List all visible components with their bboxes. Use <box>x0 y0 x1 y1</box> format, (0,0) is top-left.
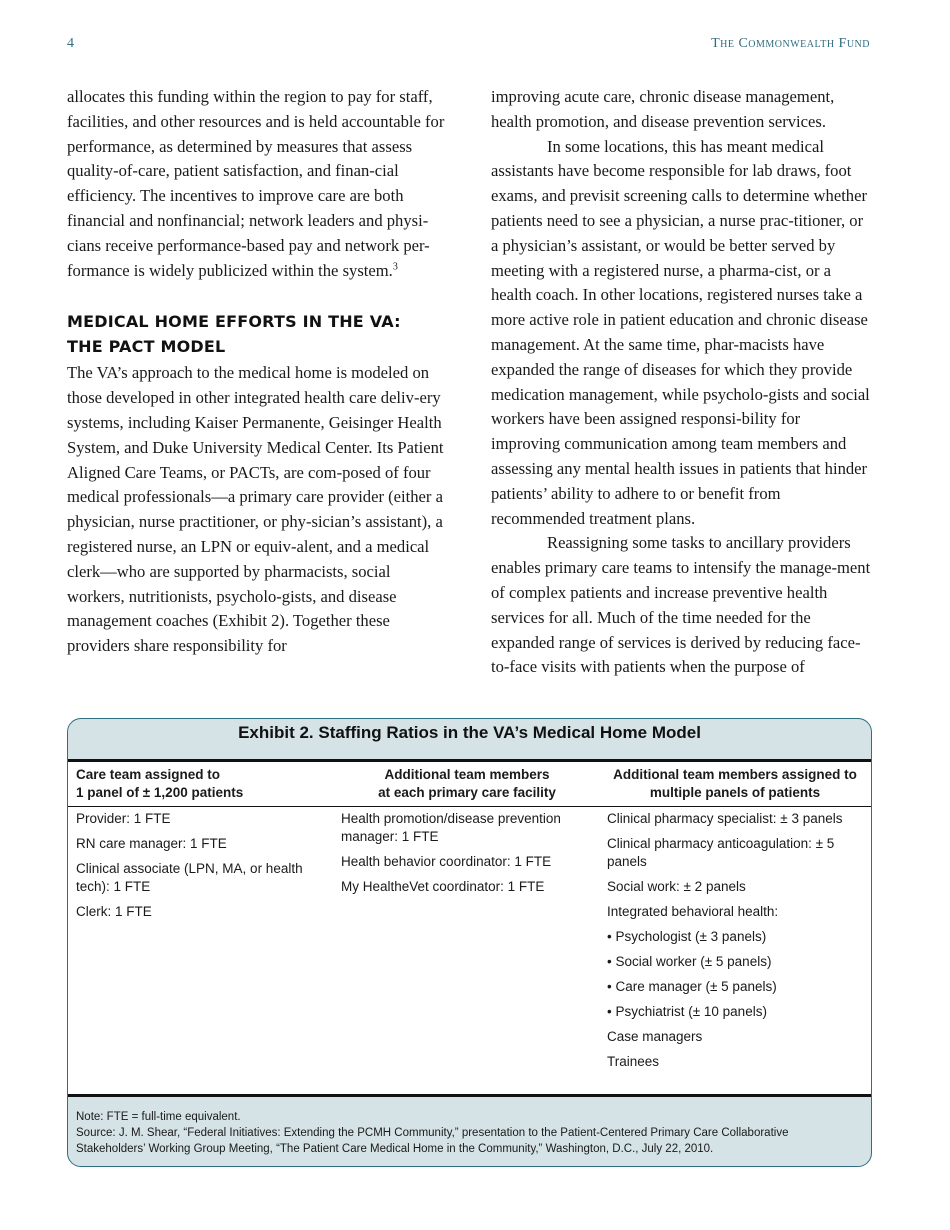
header-facility-members-line-2: at each primary care facility <box>378 785 556 800</box>
table-cell: • Care manager (± 5 panels) <box>607 979 777 994</box>
left-paragraph-1-text: allocates this funding within the region to pay for staff, facilities, and other resources and is held accountable for performance, as determined by measures that assess quality-of-care, patient satisfaction, and finan-cial efficiency. The incentives to improve care are both financial and nonfinancial; network leaders and physi-cians receive performance-based pay and network per-formance is widely publicized within the system. <box>67 87 445 280</box>
header-multi-panel-members <box>604 766 866 802</box>
table-cell: Provider: 1 FTE <box>76 811 171 826</box>
table-cell: Clinical associate (LPN, MA, or health tech): 1 FTE <box>76 861 303 894</box>
table-header-row <box>68 762 871 807</box>
header-facility-members <box>336 766 598 802</box>
header-multi-panel-members-line-2: multiple panels of patients <box>649 785 821 800</box>
multi-panel-members-column <box>607 810 847 1078</box>
header-multi-panel-members-line-1: Additional team members assigned to <box>613 767 857 782</box>
header-care-team-line-1: Care team assigned to <box>76 767 221 782</box>
exhibit-notes <box>76 1109 856 1157</box>
table-cell: Social work: ± 2 panels <box>607 879 746 894</box>
table-cell: Clinical pharmacy specialist: ± 3 panels <box>607 811 843 826</box>
section-heading-line-1: MEDICAL HOME EFFORTS IN THE VA: <box>67 312 401 332</box>
exhibit-box <box>67 718 872 1167</box>
table-cell: Health promotion/disease prevention manager: 1 FTE <box>341 811 561 844</box>
staffing-table <box>68 759 871 1097</box>
facility-members-column <box>341 810 581 903</box>
page-number: 4 <box>67 36 74 51</box>
header-facility-members-line-1: Additional team members <box>384 767 550 782</box>
section-heading-line-2: THE PACT MODEL <box>67 337 226 357</box>
left-column <box>67 85 449 659</box>
table-cell: Case managers <box>607 1029 703 1044</box>
right-column <box>491 85 873 680</box>
table-cell: Trainees <box>607 1054 660 1069</box>
header-care-team-line-2: 1 panel of ± 1,200 patients <box>76 785 244 800</box>
table-cell: RN care manager: 1 FTE <box>76 836 227 851</box>
right-paragraph-2: In some locations, this has meant medical assistants have become responsible for lab draws, foot exams, and previsit screening calls to determine whether patients need to see a physician, a nurse prac-titioner, or a physician’s assistant, or would be better served by meeting with a registered nurse, a pharma-cist, or a health coach. In other locations, registered nurses take a more active role in patient education and chronic disease management. At the same time, phar-macists have expanded the range of diseases for which they provide medication management, while psycholo-gists and social workers have been assigned responsi-bility for improving communication among team members and assessing any mental health issues in patients that hinder patients’ ability to adhere to or benefit from recommended treatment plans. <box>491 136 870 528</box>
section-heading <box>67 309 449 359</box>
table-cell: Integrated behavioral health: <box>607 904 779 919</box>
table-cell: Clinical pharmacy anticoagulation: ± 5 panels <box>607 836 835 869</box>
table-cell: My HealtheVet coordinator: 1 FTE <box>341 879 545 894</box>
exhibit-title: Exhibit 2. Staffing Ratios in the VA’s Medical Home Model <box>238 723 701 742</box>
table-cell: Health behavior coordinator: 1 FTE <box>341 854 552 869</box>
table-cell: • Psychologist (± 3 panels) <box>607 929 767 944</box>
header-care-team <box>76 766 336 802</box>
care-team-column <box>76 810 331 928</box>
exhibit-note: Note: FTE = full-time equivalent. <box>76 1111 241 1123</box>
table-cell: • Social worker (± 5 panels) <box>607 954 772 969</box>
footnote-marker: 3 <box>392 261 398 273</box>
right-paragraph-1: improving acute care, chronic disease management, health promotion, and disease prevention services. <box>491 87 835 131</box>
right-paragraph-3: Reassigning some tasks to ancillary providers enables primary care teams to intensify the manage-ment of complex patients and increase preventive health services for all. Much of the time needed for the expanded range of services is derived by reducing face-to-face visits with patients when the purpose of <box>491 533 871 677</box>
left-paragraph-2: The VA’s approach to the medical home is modeled on those developed in other integrated health care deliv-ery systems, including Kaiser Permanente, Geisinger Health System, and Duke University Medical Center. Its Patient Aligned Care Teams, or PACTs, are com-posed of four medical professionals—a primary care provider (either a physician, nurse practitioner, or phy-sician’s assistant), a registered nurse, an LPN or equiv-alent, and a medical clerk—who are supported by pharmacists, social workers, nutritionists, psycholo-gists, and disease management coaches (Exhibit 2). Together these providers share responsibility for <box>67 363 444 656</box>
running-head: The Commonwealth Fund <box>711 36 870 51</box>
table-cell: • Psychiatrist (± 10 panels) <box>607 1004 767 1019</box>
exhibit-source: Source: J. M. Shear, “Federal Initiatives: Extending the PCMH Community,” presentation to the Patient-Centered Primary Care Collaborative Stakeholders’ Working Group Meeting, “The Patient Care Medical Home in the Community,” Washington, D.C., July 22, 2010. <box>76 1127 789 1155</box>
left-paragraph-1 <box>67 85 449 283</box>
table-cell: Clerk: 1 FTE <box>76 904 152 919</box>
